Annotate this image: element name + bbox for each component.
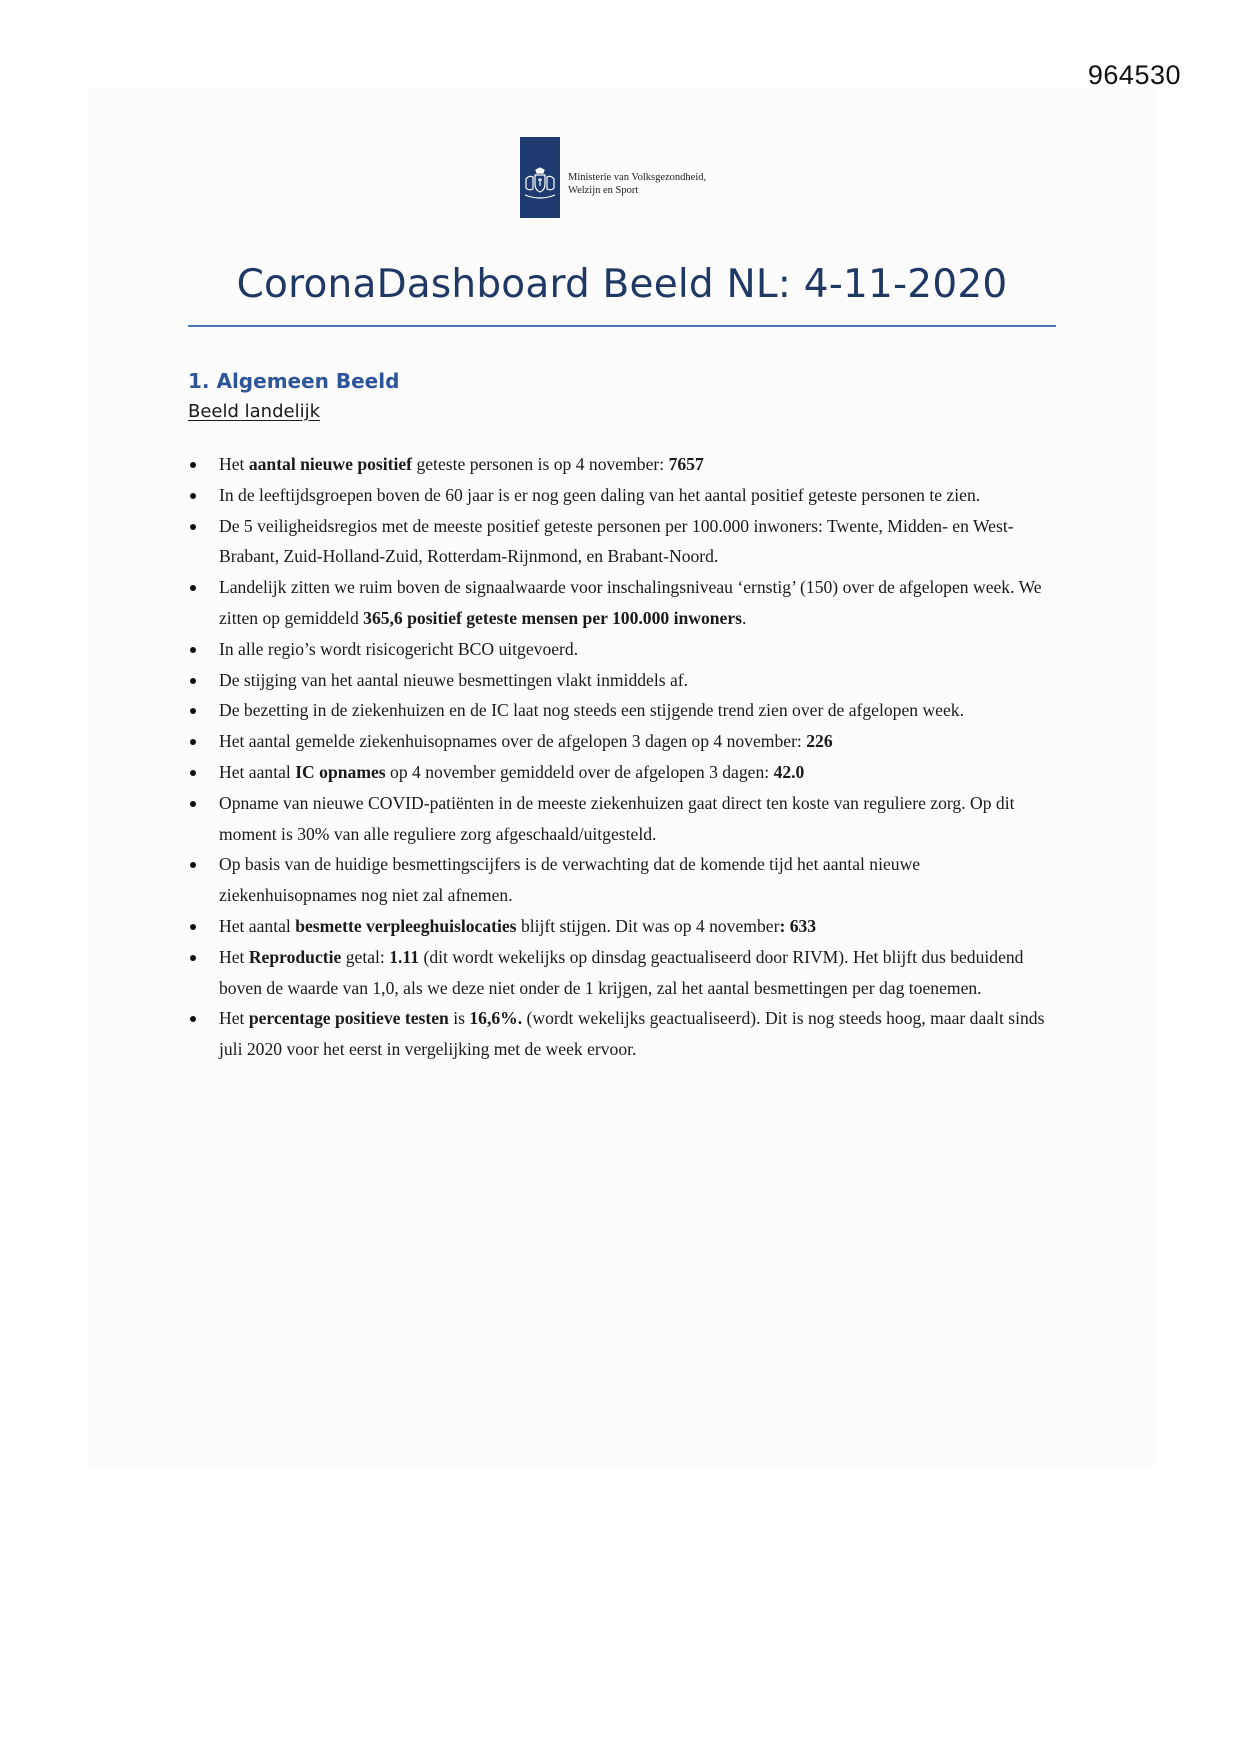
text: Het aantal: [219, 761, 296, 782]
text: blijft stijgen. Dit was op 4 november: [516, 915, 780, 936]
list-item: [188, 480, 1058, 511]
bold-text: 7657: [668, 454, 704, 474]
bold-text: Reproductie: [248, 946, 342, 967]
text: (dit wordt wekelijks op dinsdag geactualiseerd door RIVM). Het blijft dus beduidend boven de waarde van 1,0, als we deze niet onder de 1 krijgen, zal het aantal besmettingen per dag toenemen.: [219, 946, 1024, 998]
text: Het: [219, 946, 249, 967]
bold-text: : 633: [779, 915, 817, 936]
bold-text: percentage positieve testen: [248, 1008, 449, 1029]
ministry-logo: [520, 137, 706, 218]
text: Het aantal gemelde ziekenhuisopnames over de afgelopen 3 dagen op 4 november:: [219, 731, 807, 752]
bold-text: 16,6%.: [469, 1008, 523, 1029]
title-divider: [188, 325, 1056, 327]
text: De stijging van het aantal nieuwe besmettingen vlakt inmiddels af.: [219, 669, 689, 690]
text: In de leeftijdsgroepen boven de 60 jaar is er nog geen daling van het aantal positief geteste personen te zien.: [219, 484, 981, 505]
list-item: [188, 665, 1058, 696]
list-item: [188, 726, 1058, 757]
list-item: [188, 572, 1058, 634]
text: Het: [219, 454, 249, 474]
logo-text-line-2: Welzijn en Sport: [568, 184, 639, 196]
document-number: 964530: [1087, 60, 1181, 90]
list-item: [188, 757, 1058, 788]
list-item: [188, 911, 1058, 942]
section-heading: 1. Algemeen Beeld: [188, 369, 400, 393]
text: Landelijk zitten we ruim boven de signaalwaarde voor inschalingsniveau ‘ernstig’ (150) over de afgelopen week. We zitten op gemiddeld: [219, 577, 1042, 628]
bold-text: besmette verpleeghuislocaties: [295, 915, 517, 936]
list-item: [188, 449, 1058, 480]
bold-text: 365,6 positief geteste mensen per 100.000 inwoners: [363, 607, 743, 628]
list-item: [188, 511, 1058, 573]
section-subheading: Beeld landelijk: [188, 401, 321, 422]
list-item: [188, 849, 1058, 911]
text: Het: [219, 1008, 249, 1029]
list-item: [188, 788, 1058, 850]
list-item: [188, 942, 1058, 1004]
logo-bar: [520, 137, 560, 218]
document-title: CoronaDashboard Beeld NL: 4-11-2020: [236, 262, 1008, 307]
list-item: [188, 695, 1058, 726]
royal-coat-of-arms-icon: [522, 167, 558, 201]
text: Op basis van de huidige besmettingscijfers is de verwachting dat de komende tijd het aantal nieuwe ziekenhuisopnames nog niet zal afnemen.: [219, 854, 921, 906]
list-item: [188, 1003, 1058, 1065]
text: getal:: [341, 946, 390, 967]
text: In alle regio’s wordt risicogericht BCO uitgevoerd.: [219, 638, 579, 659]
text: geteste personen is op 4 november:: [412, 454, 669, 474]
list-item: [188, 634, 1058, 665]
logo-text-line-1: Ministerie van Volksgezondheid,: [568, 171, 707, 183]
logo-text: [568, 171, 706, 197]
text: Het aantal: [219, 915, 296, 936]
text: .: [742, 607, 747, 628]
bold-text: aantal nieuwe positief: [248, 454, 413, 474]
bullet-list: [188, 449, 1058, 1065]
text: De bezetting in de ziekenhuizen en de IC laat nog steeds een stijgende trend zien over de afgelopen week.: [219, 700, 964, 721]
bold-text: 226: [806, 731, 833, 752]
bold-text: 1.11: [389, 946, 420, 967]
text: (wordt wekelijks geactualiseerd). Dit is nog steeds hoog, maar daalt sinds juli 2020 voor het eerst in vergelijking met de week ervoor.: [219, 1008, 1045, 1060]
bold-text: IC opnames: [295, 761, 386, 782]
bold-text: 42.0: [773, 761, 805, 782]
text: Opname van nieuwe COVID-patiënten in de meeste ziekenhuizen gaat direct ten koste van reguliere zorg. Op dit moment is 30% van alle reguliere zorg afgeschaald/uitgesteld.: [219, 792, 1015, 844]
text: is: [448, 1008, 470, 1029]
text: op 4 november gemiddeld over de afgelopen 3 dagen:: [385, 761, 774, 782]
text: De 5 veiligheidsregios met de meeste positief geteste personen per 100.000 inwoners: Twente, Midden- en West-Brabant, Zuid-Holland-Zuid, Rotterdam-Rijnmond, en Brabant-Noord.: [219, 515, 1014, 567]
